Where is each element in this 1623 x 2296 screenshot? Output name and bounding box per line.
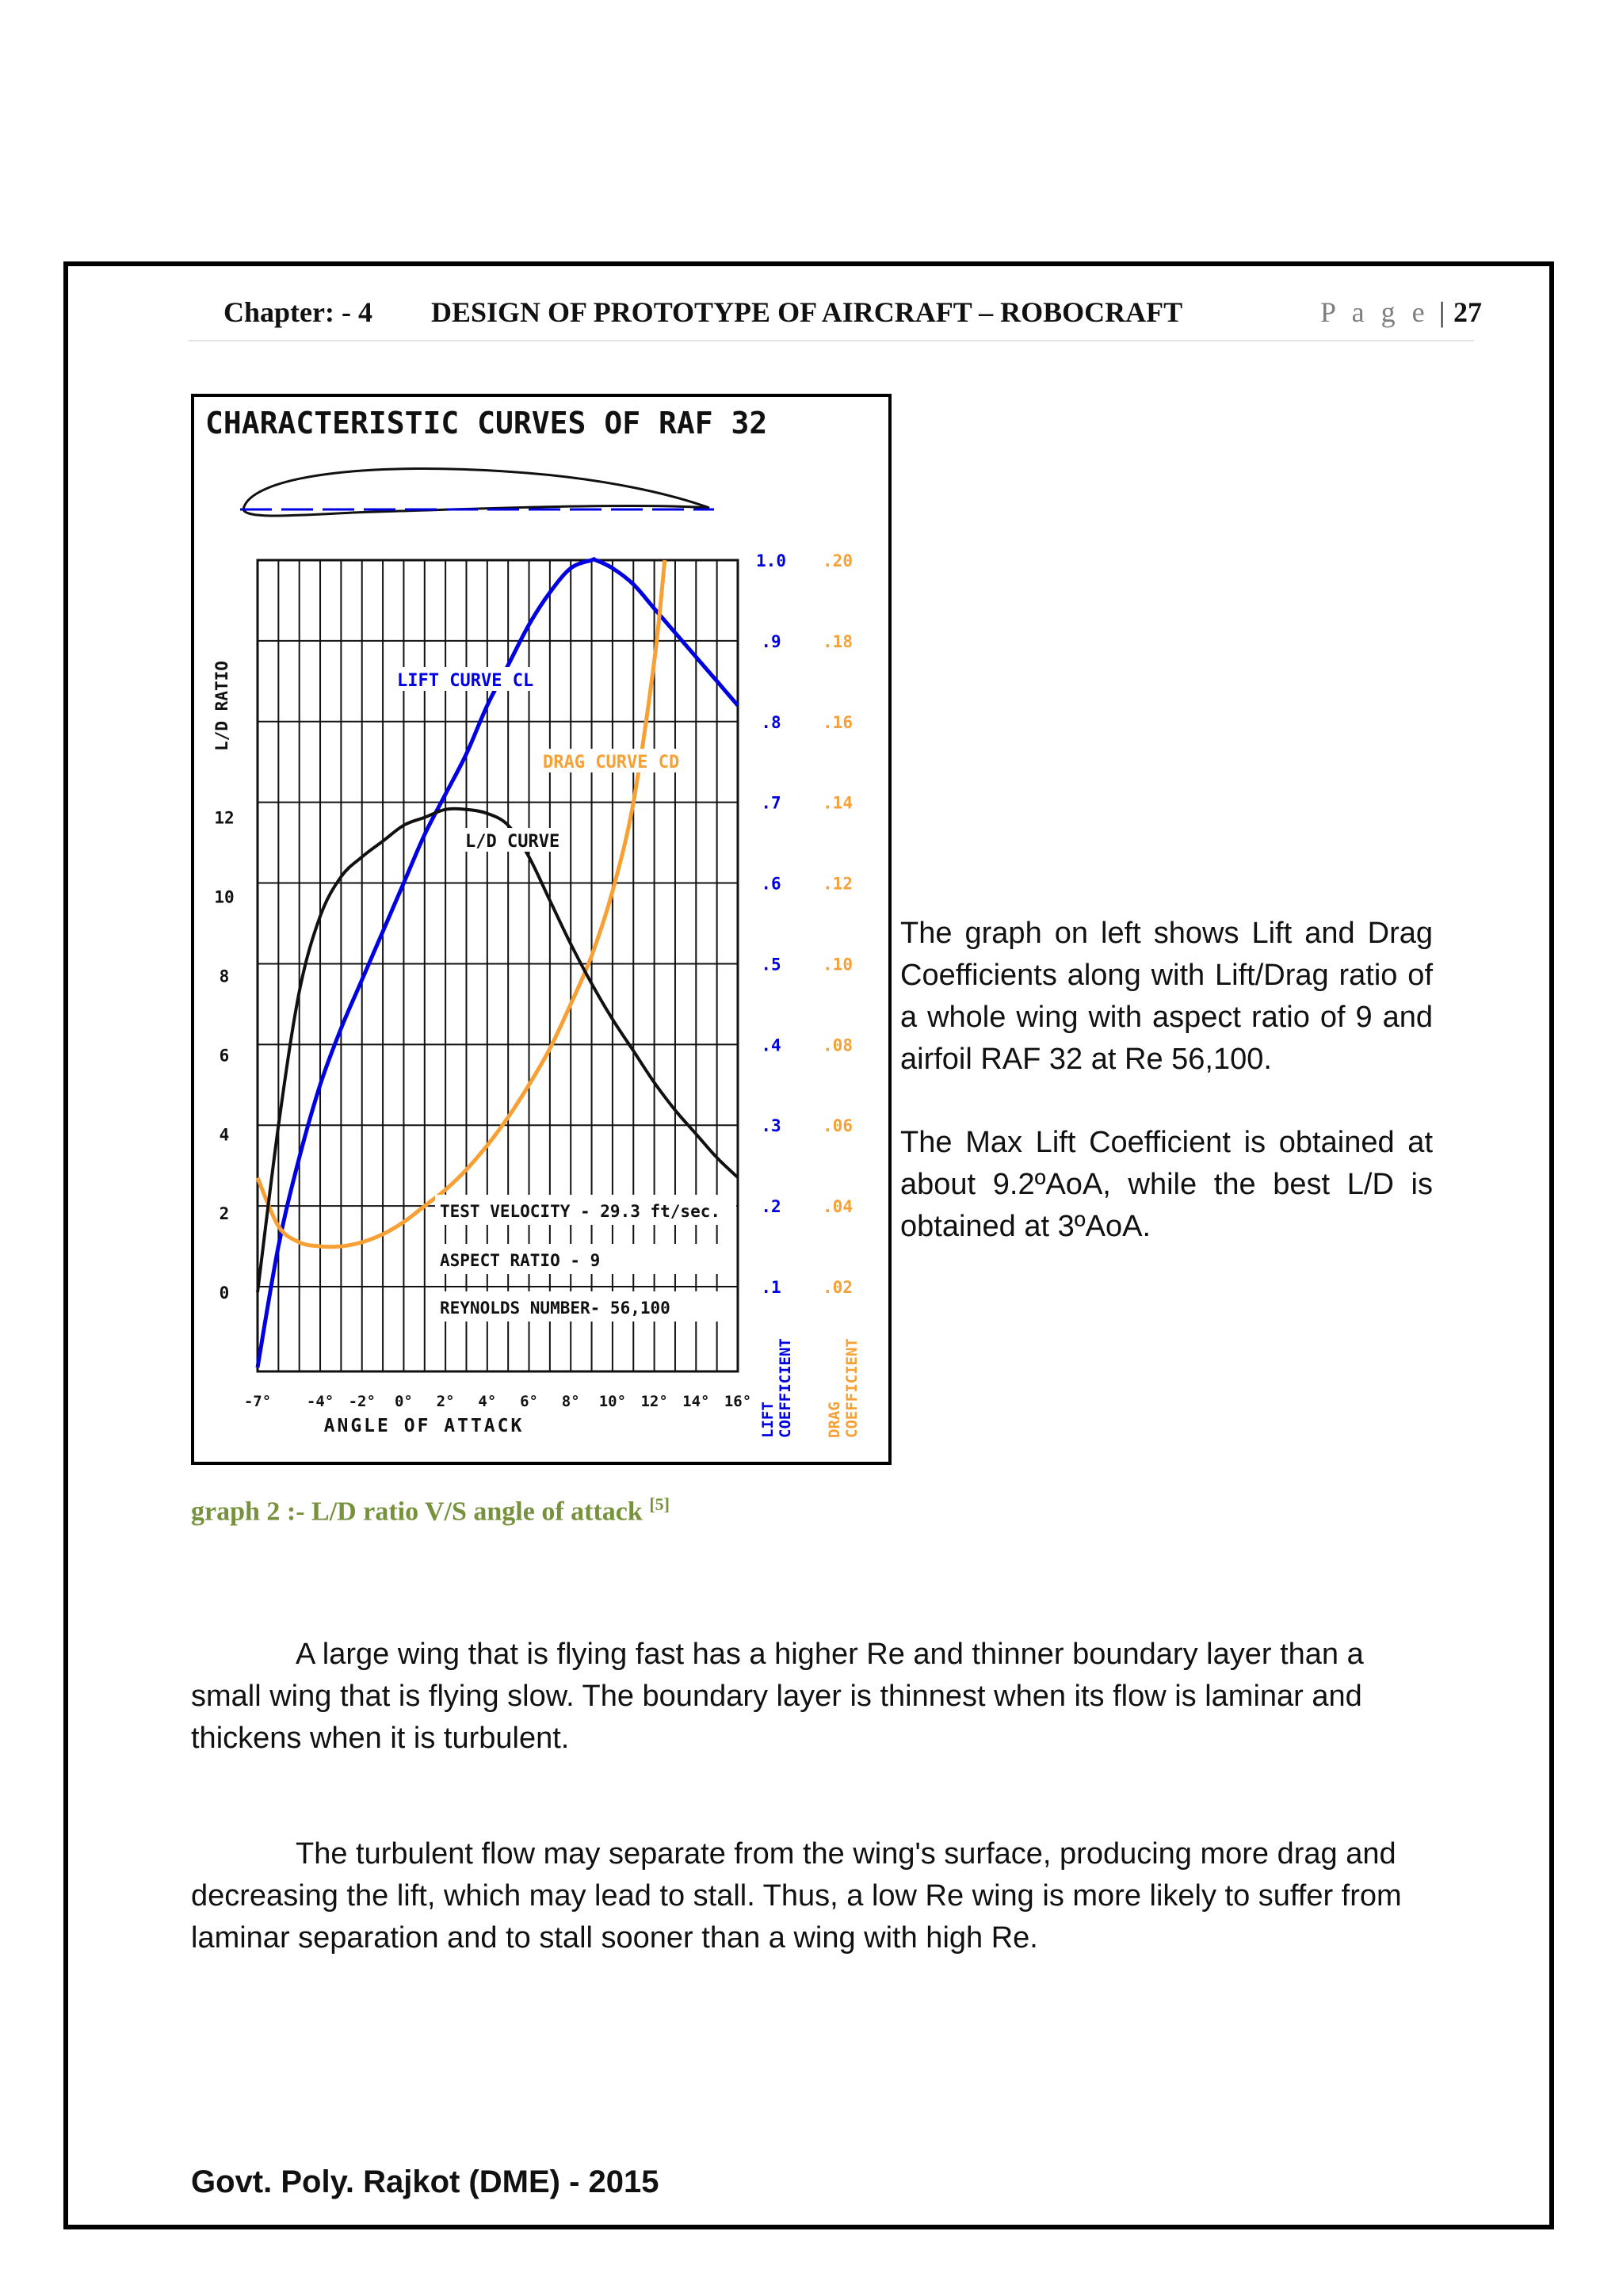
lift-tick-label: 1.0 [756, 551, 786, 570]
lift-tick-label: .8 [761, 712, 781, 732]
drag-tick-label: .10 [823, 955, 853, 974]
drag-curve [258, 560, 665, 1247]
drag-tick-label: .02 [823, 1278, 853, 1298]
ld-tick-label: 12 [214, 808, 235, 828]
lift-tick-label: .7 [761, 793, 781, 813]
x-tick-label: 12° [640, 1393, 668, 1410]
ld-tick-label: 8 [219, 967, 230, 986]
x-tick-label: -4° [306, 1393, 334, 1410]
figure-caption [191, 1494, 670, 1527]
x-tick-label: 8° [561, 1393, 580, 1410]
lift-axis-label: LIFT [759, 1402, 777, 1438]
drag-axis-label: COEFFICIENT [843, 1338, 861, 1438]
graph-description [900, 913, 1433, 1289]
page-header [189, 289, 1482, 341]
page-footer: Govt. Poly. Rajkot (DME) - 2015 [191, 2164, 659, 2199]
lift-tick-label: .2 [761, 1197, 781, 1217]
body-paragraph-1 [191, 1634, 1434, 1760]
drag-tick-label: .04 [823, 1197, 853, 1217]
test-condition-annotation: REYNOLDS NUMBER- 56,100 [440, 1299, 670, 1318]
x-tick-label: -2° [348, 1393, 376, 1410]
chart-title: CHARACTERISTIC CURVES OF RAF 32 [205, 406, 768, 441]
ld-tick-label: 10 [214, 887, 235, 907]
x-tick-label: 0° [394, 1393, 413, 1410]
lift-tick-label: .1 [761, 1278, 781, 1298]
test-condition-annotation: ASPECT RATIO - 9 [440, 1251, 601, 1270]
page-label: P a g e [1320, 296, 1430, 328]
ld-tick-label: 4 [219, 1125, 230, 1145]
characteristic-curves-chart [194, 397, 888, 1462]
drag-tick-label: .18 [823, 631, 853, 651]
x-tick-label: 4° [478, 1393, 497, 1410]
drag-tick-label: .16 [823, 712, 853, 732]
drag-tick-label: .14 [823, 793, 853, 813]
ld-tick-label: 6 [219, 1046, 230, 1066]
caption-text: graph 2 :- L/D ratio V/S angle of attack [191, 1497, 643, 1527]
drag-tick-label: .20 [823, 551, 853, 570]
paragraph-2-text: The turbulent flow may separate from the wing's surface, producing more drag and decreasing the lift, which may lead to stall. Thus, a low Re wing is more likely to suffer from laminar separation and to stall sooner than a wing with high Re. [191, 1837, 1402, 1955]
ld-axis-label: L/D RATIO [212, 661, 231, 751]
drag-tick-label: .08 [823, 1035, 853, 1055]
drag-axis-label: DRAG [826, 1402, 843, 1438]
lift-tick-label: .3 [761, 1116, 781, 1136]
lift-axis-label: COEFFICIENT [777, 1338, 794, 1438]
page-number: 27 [1453, 296, 1482, 328]
caption-reference: [5] [649, 1494, 670, 1514]
paragraph-1-text: A large wing that is flying fast has a higher Re and thinner boundary layer than a small wing that is flying slow. The boundary layer is thinnest when its flow is laminar and thickens when it is turbulent. [191, 1638, 1364, 1755]
ld-tick-label: 2 [219, 1204, 230, 1224]
chart-figure [191, 394, 892, 1465]
ld-curve-label: L/D CURVE [465, 832, 560, 852]
chapter-label: Chapter: - 4 [223, 296, 372, 328]
chapter-title: DESIGN OF PROTOTYPE OF AIRCRAFT – ROBOCRAFT [431, 296, 1183, 328]
x-tick-label: 10° [598, 1393, 627, 1410]
x-tick-label: 2° [436, 1393, 455, 1410]
x-axis-label: ANGLE OF ATTACK [323, 1416, 525, 1436]
x-tick-label: -7° [243, 1393, 272, 1410]
lift-curve-label: LIFT CURVE CL [397, 671, 534, 691]
page-separator: | [1439, 296, 1445, 328]
lift-tick-label: .5 [761, 955, 781, 974]
lift-tick-label: .9 [761, 631, 781, 651]
x-tick-label: 14° [682, 1393, 710, 1410]
drag-tick-label: .06 [823, 1116, 853, 1136]
description-paragraph-2: The Max Lift Coefficient is obtained at about 9.2ºAoA, while the best L/D is obtained at 3ºAoA. [900, 1126, 1433, 1243]
description-paragraph-1: The graph on left shows Lift and Drag Coefficients along with Lift/Drag ratio of a whole wing with aspect ratio of 9 and airfoil RAF 32 at Re 56,100. [900, 917, 1433, 1076]
lift-tick-label: .4 [761, 1035, 781, 1055]
ld-tick-label: 0 [219, 1283, 230, 1303]
drag-curve-label: DRAG CURVE CD [543, 753, 680, 772]
test-condition-annotation: TEST VELOCITY - 29.3 ft/sec. [440, 1202, 721, 1221]
body-paragraph-2 [191, 1833, 1434, 1959]
x-tick-label: 6° [520, 1393, 538, 1410]
drag-tick-label: .12 [823, 874, 853, 894]
x-tick-label: 16° [724, 1393, 752, 1410]
lift-tick-label: .6 [761, 874, 781, 894]
